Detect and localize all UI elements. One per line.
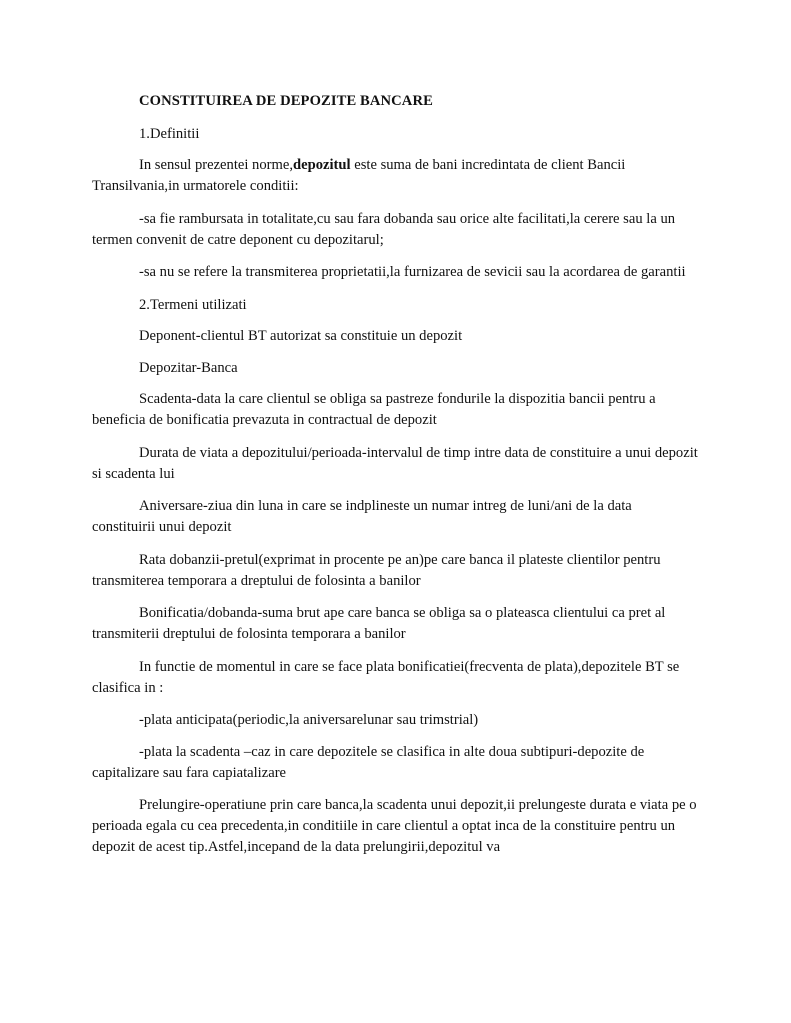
definition-term: depozitul — [293, 157, 351, 173]
term-bonificatia: Bonificatia/dobanda-suma brut ape care banca se obliga sa o plateasca clientului ca pret al transmiterii dreptului de folosinta temporara a banilor — [92, 605, 666, 642]
term-durata: Durata de viata a depozitului/perioada-intervalul de timp intre data de constituire a unui depozit si scadenta lui — [92, 444, 698, 482]
term-depozitar: Depozitar-Banca — [139, 359, 238, 376]
definition-intro: In sensul prezentei norme, — [139, 157, 293, 173]
classification-item: -plata anticipata(periodic,la aniversarelunar sau trimstrial) — [139, 712, 479, 728]
classification-item: -plata la scadenta –caz in care depozitele se clasifica in alte doua subtipuri-depozite de capitalizare sau fara capiatalizare — [92, 743, 645, 781]
classification-intro: In functie de momentul in care se face plata bonificatiei(frecventa de plata),depozitele BT se clasifica in : — [92, 658, 680, 696]
definition-paragraph — [92, 155, 698, 197]
document-title: CONSTITUIREA DE DEPOZITE BANCARE — [139, 93, 433, 109]
section-heading-terms: 2.Termeni utilizati — [139, 296, 247, 313]
term-deponent: Deponent-clientul BT autorizat sa constituie un depozit — [139, 328, 463, 344]
condition-item: -sa nu se refere la transmiterea proprietatii,la furnizarea de sevicii sau la acordarea de garantii — [139, 264, 686, 280]
term-aniversare: Aniversare-ziua din luna in care se indplineste un numar intreg de luni/ani de la data constituirii unui depozit — [92, 498, 632, 535]
term-rata-dobanzii: Rata dobanzii-pretul(exprimat in procente pe an)pe care banca il plateste clientilor pentru transmiterea temporara a dreptului de folosinta a banilor — [92, 551, 661, 589]
term-prelungire: Prelungire-operatiune prin care banca,la scadenta unui depozit,ii prelungeste durata e viata pe o perioada egala cu cea precedenta,in conditiile in care clientul a optat inca de la constituire pentru un depozit de acest tip.Astfel,incepand de la data prelungirii,depozitul va — [92, 797, 697, 855]
condition-item: -sa fie rambursata in totalitate,cu sau fara dobanda sau orice alte facilitati,la cerere sau la un termen convenit de catre deponent cu depozitarul; — [92, 210, 676, 248]
definition-rest: este suma de bani incredintata de client Bancii Transilvania,in urmatorele conditii: — [92, 157, 626, 194]
document-body — [92, 91, 698, 870]
section-heading-definitions: 1.Definitii — [139, 125, 200, 142]
term-scadenta: Scadenta-data la care clientul se obliga sa pastreze fondurile la dispozitia bancii pentru a beneficia de bonificatia prevazuta in contractual de depozit — [92, 391, 656, 428]
